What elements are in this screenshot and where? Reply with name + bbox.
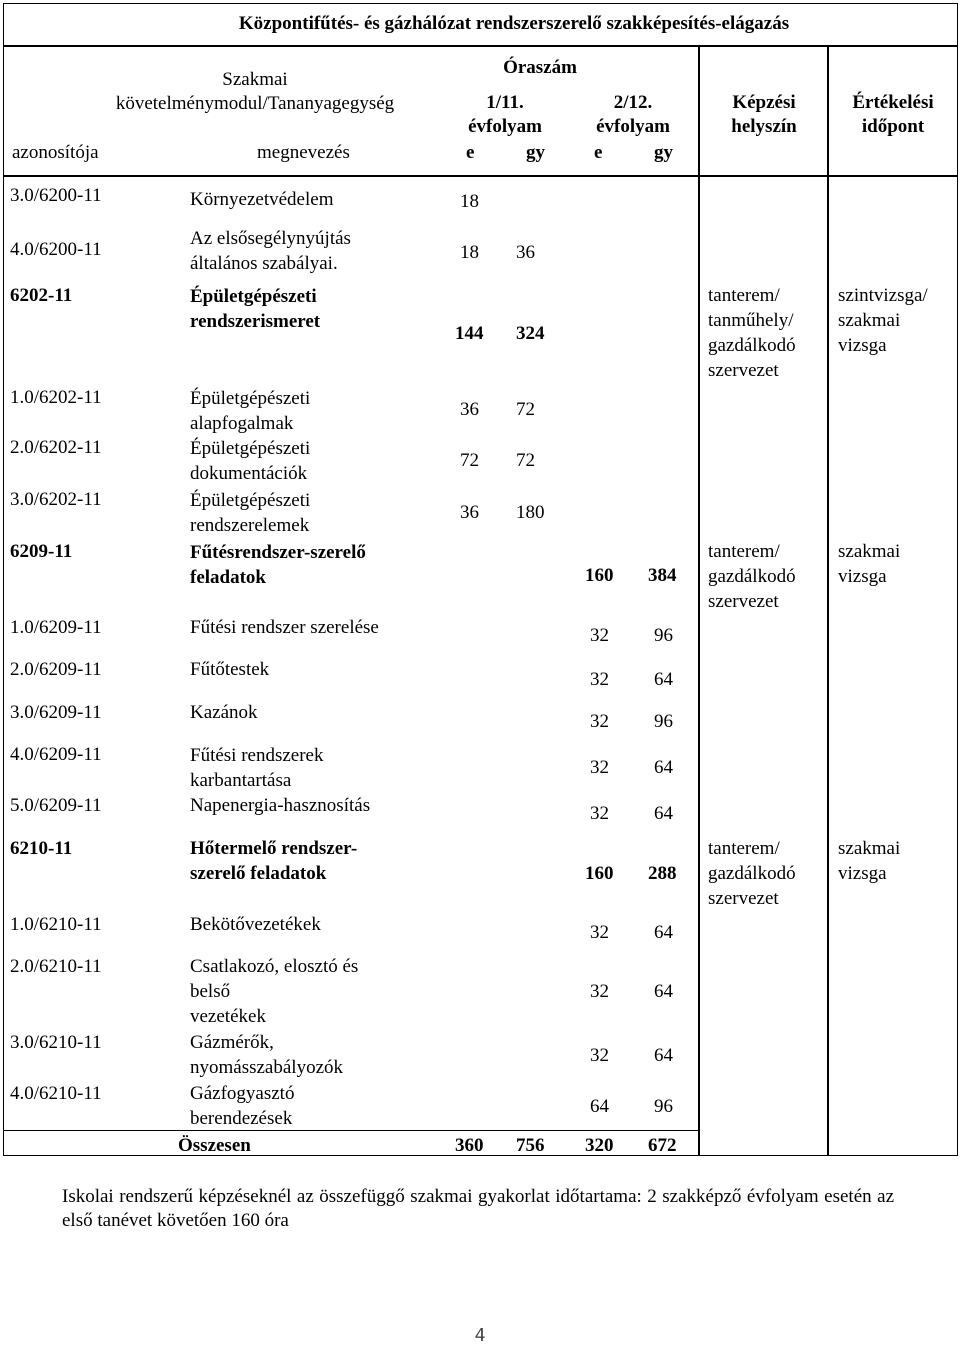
row-id: 4.0/6210-11 (10, 1083, 102, 1104)
module-gy2: 288 (648, 863, 677, 884)
eval-2-line: vizsga (838, 566, 887, 587)
module-name: Fűtésrendszer-szerelő feladatok (190, 542, 366, 588)
row-name-line1: Csatlakozó, elosztó és (190, 956, 359, 977)
row-gy2: 96 (654, 1096, 673, 1117)
hours-header: Óraszám (503, 57, 577, 78)
modul-header-line2: követelménymodul/Tananyagegység (115, 93, 395, 114)
row-name: Épületgépészeti dokumentációk (190, 438, 311, 484)
row-name: Épületgépészeti rendszerelemek (190, 490, 311, 536)
total-label: Összesen (178, 1135, 251, 1156)
id-header: azonosítója (12, 142, 99, 163)
module-e2: 160 (585, 863, 614, 884)
table-title: Központifűtés- és gázhálózat rendszerszerelő szakképesítés-elágazás (238, 13, 790, 34)
location-1-line: szervezet (708, 360, 779, 381)
row-gy2: 64 (654, 922, 673, 943)
row-id: 2.0/6202-11 (10, 437, 102, 458)
year1-header-line1: 1/11. (486, 92, 524, 113)
row-e1: 72 (460, 450, 479, 471)
eval-1-line: szakmai (838, 310, 901, 331)
row-name-line2: nyomásszabályozók (190, 1057, 344, 1078)
row-id: 3.0/6202-11 (10, 489, 102, 510)
row-id: 3.0/6210-11 (10, 1032, 102, 1053)
row-e2: 32 (590, 669, 609, 690)
gy1-header: gy (526, 142, 545, 163)
row-gy1: 72 (516, 450, 535, 471)
module-id: 6202-11 (10, 285, 73, 306)
header-divider (3, 175, 958, 177)
row-id: 4.0/6209-11 (10, 744, 102, 765)
module-name-line1: Hőtermelő rendszer- (190, 838, 358, 859)
module-gy1: 324 (516, 323, 545, 344)
total-e1: 360 (455, 1135, 484, 1156)
location-3-line: szervezet (708, 888, 779, 909)
row-name: Épületgépészeti alapfogalmak (190, 388, 311, 434)
row-e2: 32 (590, 1045, 609, 1066)
location-header: Képzési helyszín (731, 92, 797, 137)
location-1-line: tanterem/ (708, 285, 780, 306)
row-gy2: 64 (654, 669, 673, 690)
row-name: Az elsősegélynyújtás általános szabályai. (190, 228, 351, 274)
row-e2: 32 (590, 803, 609, 824)
row-id: 2.0/6209-11 (10, 659, 102, 680)
location-3-line: gazdálkodó (708, 863, 796, 884)
row-gy2: 96 (654, 625, 673, 646)
row-e1: 36 (460, 399, 479, 420)
total-divider (3, 1130, 700, 1131)
year2-header-line2: évfolyam (596, 116, 670, 137)
e2-header: e (594, 142, 603, 163)
row-gy1: 36 (516, 242, 535, 263)
row-id: 3.0/6200-11 (10, 185, 102, 206)
e1-header: e (466, 142, 475, 163)
row-name: Fűtési rendszerek karbantartása (190, 745, 324, 791)
location-2-line: szervezet (708, 591, 779, 612)
total-e2: 320 (585, 1135, 614, 1156)
row-e1: 18 (460, 242, 479, 263)
row-name: Bekötővezetékek (190, 914, 321, 935)
row-e2: 64 (590, 1096, 609, 1117)
name-header: megnevezés (257, 142, 350, 163)
eval-1-line: vizsga (838, 335, 887, 356)
location-3-line: tanterem/ (708, 838, 780, 859)
row-gy1: 72 (516, 399, 535, 420)
module-gy2: 384 (648, 565, 677, 586)
row-gy2: 64 (654, 981, 673, 1002)
location-2-line: tanterem/ (708, 541, 780, 562)
row-name-line2: belső (190, 981, 231, 1002)
row-e1: 36 (460, 502, 479, 523)
row-id: 2.0/6210-11 (10, 956, 102, 977)
row-e2: 32 (590, 625, 609, 646)
module-name-line2: szerelő feladatok (190, 863, 327, 884)
row-name-line2: berendezések (190, 1108, 293, 1129)
row-e2: 32 (590, 757, 609, 778)
row-gy1: 180 (516, 502, 545, 523)
gy2-header: gy (654, 142, 673, 163)
row-id: 5.0/6209-11 (10, 795, 102, 816)
row-e1: 18 (460, 191, 479, 212)
row-name: Fűtési rendszer szerelése (190, 617, 379, 638)
row-gy2: 64 (654, 803, 673, 824)
row-name: Napenergia-hasznosítás (190, 795, 371, 816)
title-divider (3, 45, 958, 47)
year2-header-line1: 2/12. (613, 92, 653, 113)
eval-header: Értékelési időpont (852, 92, 934, 137)
eval-3-line: vizsga (838, 863, 887, 884)
page-number: 4 (474, 1325, 486, 1346)
col-divider-eval (827, 45, 829, 1156)
row-e2: 32 (590, 922, 609, 943)
row-name-line3: vezetékek (190, 1006, 266, 1027)
row-e2: 32 (590, 981, 609, 1002)
row-id: 4.0/6200-11 (10, 239, 102, 260)
row-name: Kazánok (190, 702, 258, 723)
eval-1-line: szintvizsga/ (838, 285, 928, 306)
year1-header-line2: évfolyam (468, 116, 542, 137)
row-id: 1.0/6202-11 (10, 387, 102, 408)
row-gy2: 64 (654, 757, 673, 778)
location-1-line: tanműhely/ (708, 310, 794, 331)
row-id: 1.0/6210-11 (10, 914, 102, 935)
module-e2: 160 (585, 565, 614, 586)
row-id: 1.0/6209-11 (10, 617, 102, 638)
total-gy1: 756 (516, 1135, 545, 1156)
module-name: Épületgépészeti rendszerismeret (190, 286, 321, 332)
row-e2: 32 (590, 711, 609, 732)
module-id: 6210-11 (10, 838, 73, 859)
row-name: Környezetvédelem (190, 189, 334, 210)
modul-header-line1: Szakmai (222, 69, 288, 90)
module-e1: 144 (455, 323, 484, 344)
location-2-line: gazdálkodó (708, 566, 796, 587)
eval-2-line: szakmai (838, 541, 901, 562)
eval-3-line: szakmai (838, 838, 901, 859)
module-id: 6209-11 (10, 541, 73, 562)
row-name-line1: Gázfogyasztó (190, 1083, 295, 1104)
row-id: 3.0/6209-11 (10, 702, 102, 723)
col-divider-hours (698, 45, 700, 1156)
row-gy2: 96 (654, 711, 673, 732)
location-1-line: gazdálkodó (708, 335, 796, 356)
row-gy2: 64 (654, 1045, 673, 1066)
row-name: Fűtőtestek (190, 659, 270, 680)
row-name-line1: Gázmérők, (190, 1032, 274, 1053)
footnote: Iskolai rendszerű képzéseknél az összefüggő szakmai gyakorlat időtartama: 2 szakképző évfolyam esetén az első tanévet követően 160 óra (62, 1186, 894, 1231)
total-gy2: 672 (648, 1135, 677, 1156)
